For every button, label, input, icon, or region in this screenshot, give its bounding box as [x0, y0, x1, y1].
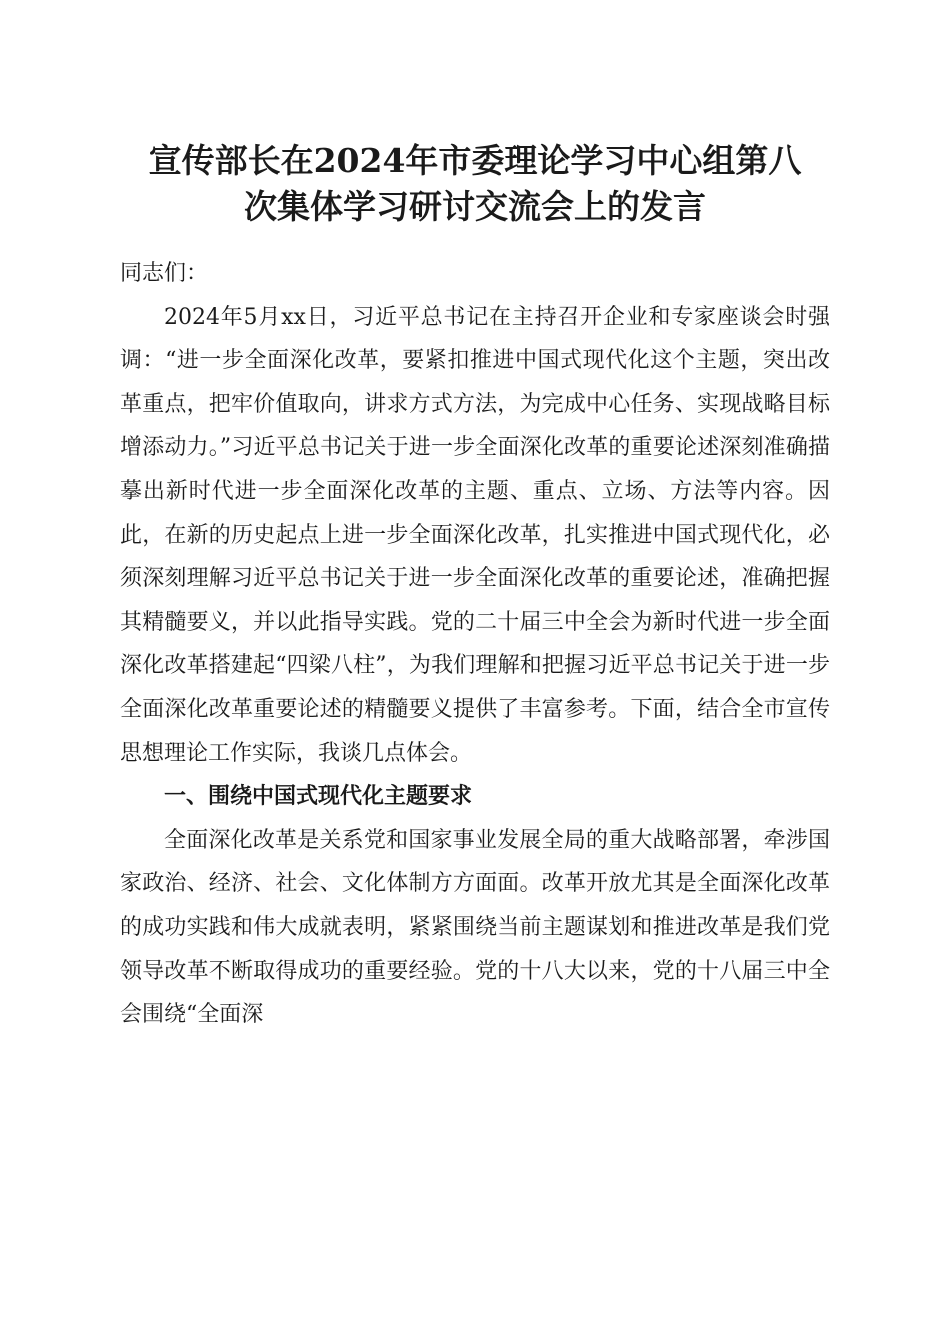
document-body: [120, 252, 830, 1037]
section-heading: 一、围绕中国式现代化主题要求: [164, 784, 473, 810]
document-title: [110, 138, 840, 230]
title-line-1: 宣传部长在2024年市委理论学习中心组第八: [148, 141, 802, 180]
intro-paragraph: 2024年5月xx日，习近平总书记在主持召开企业和专家座谈会时强调：“进一步全面深化改革，要紧扣推进中国式现代化这个主题，突出改革重点，把牢价值取向，讲求方式方法，为完成中心任务、实现战略目标增添动力。”习近平总书记关于进一步全面深化改革的重要论述深刻准确描摹出新时代进一步全面深化改革的主题、重点、立场、方法等内容。因此，在新的历史起点上进一步全面深化改革，扎实推进中国式现代化，必须深刻理解习近平总书记关于进一步全面深化改革的重要论述，准确把握其精髓要义，并以此指导实践。党的二十届三中全会为新时代进一步全面深化改革搭建起“四梁八柱”，为我们理解和把握习近平总书记关于进一步全面深化改革重要论述的精髓要义提供了丰富参考。下面，结合全市宣传思想理论工作实际，我谈几点体会。: [120, 304, 830, 766]
salutation: 同志们：: [120, 261, 209, 286]
section-paragraph: 全面深化改革是关系党和国家事业发展全局的重大战略部署，牵涉国家政治、经济、社会、文化体制方方面面。改革开放尤其是全面深化改革的成功实践和伟大成就表明，紧紧围绕当前主题谋划和推进改革是我们党领导改革不断取得成功的重要经验。党的十八大以来，党的十八届三中全会围绕“全面深: [120, 827, 830, 1028]
title-line-2: 次集体学习研讨交流会上的发言: [244, 187, 706, 226]
